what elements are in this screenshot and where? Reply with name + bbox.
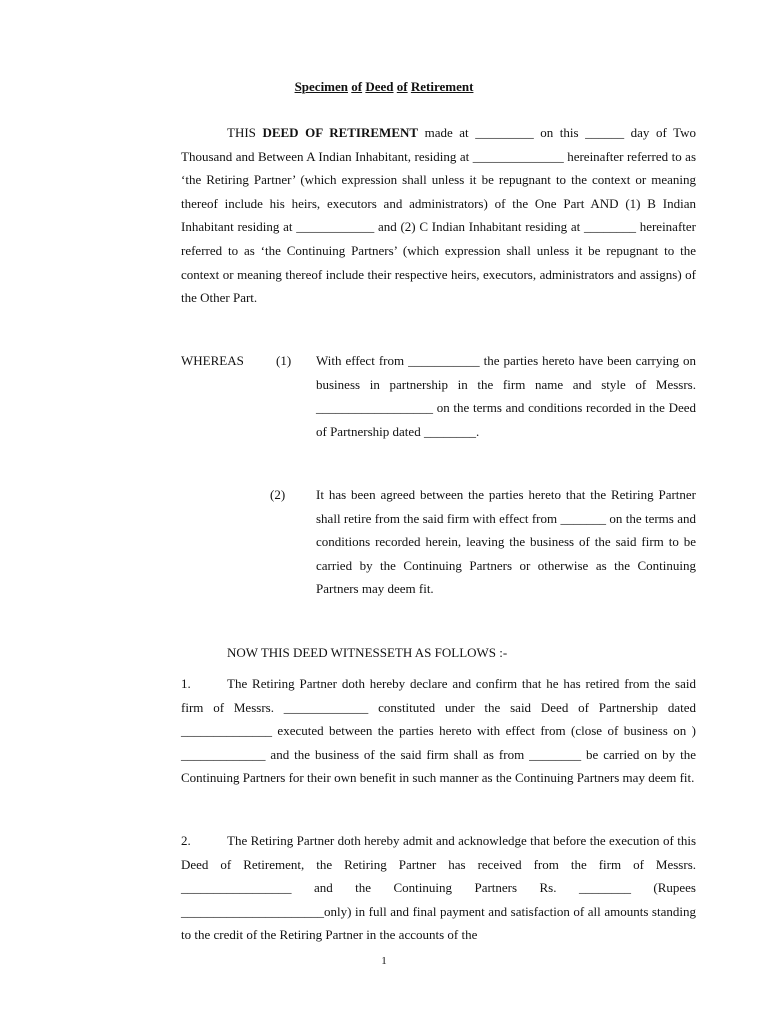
clause-paragraph [181, 829, 696, 947]
title-word: Deed [365, 79, 394, 94]
page-number: 1 [381, 955, 387, 967]
clause-paragraph [181, 672, 696, 790]
title-word: of [396, 79, 408, 94]
intro-text: made at _________ on this ______ day of Two Thousand and Between A Indian Inhabitant, residing at ______________ hereinafter referred to as ‘the Retiring Partner’ (which expression shall unless it be repugnant to the context or meaning thereof include his heirs, executors and administrators) of the One Part AND (1) B Indian Inhabitant residing at ____________ and (2) C Indian Inhabitant residing at ________ hereinafter referred to as ‘the Continuing Partners’ (which expression shall unless it be repugnant to the context or meaning thereof include their respective heirs, executors, administrators and assigns) of the Other Part. [181, 125, 697, 306]
witnesseth-heading: NOW THIS DEED WITNESSETH AS FOLLOWS :- [227, 645, 508, 660]
clause-number: 1. [181, 676, 191, 691]
recital-number: (2) [270, 487, 286, 502]
intro-paragraph [181, 121, 696, 310]
document-title [0, 79, 768, 95]
whereas-label: WHEREAS [181, 353, 244, 368]
clause-number: 2. [181, 833, 191, 848]
title-word: Retirement [410, 79, 474, 94]
clause-text: The Retiring Partner doth hereby declare and confirm that he has retired from the said firm of Messrs. _____________ constituted under the said Deed of Partnership dated ______________ executed between the parties hereto with effect from (close of business on ) _____________ and the business of the said firm shall as from ________ be carried on by the Continuing Partners for their own benefit in such manner as the Continuing Partners may deem fit. [181, 676, 696, 786]
recital-text: With effect from ___________ the parties hereto have been carrying on business in partnership in the firm name and style of Messrs. __________________ on the terms and conditions recorded in the Deed of Partnership dated ________. [316, 353, 696, 439]
intro-lead: THIS [227, 125, 263, 140]
clause-text: The Retiring Partner doth hereby admit and acknowledge that before the execution of this Deed of Retirement, the Retiring Partner has received from the firm of Messrs. _________________ and the Continuing Partners Rs. ________ (Rupees ______________________only) in full and final payment and satisfaction of all amounts standing to the credit of the Retiring Partner in the accounts of the [181, 833, 696, 943]
recital-number: (1) [276, 353, 292, 368]
title-word: Specimen [294, 79, 349, 94]
intro-bold-heading: DEED OF RETIREMENT [262, 125, 419, 140]
recital-text: It has been agreed between the parties hereto that the Retiring Partner shall retire from the said firm with effect from _______ on the terms and conditions recorded herein, leaving the business of the said firm to be carried by the Continuing Partners or otherwise as the Continuing Partners may deem fit. [316, 487, 696, 597]
title-word: of [351, 79, 363, 94]
